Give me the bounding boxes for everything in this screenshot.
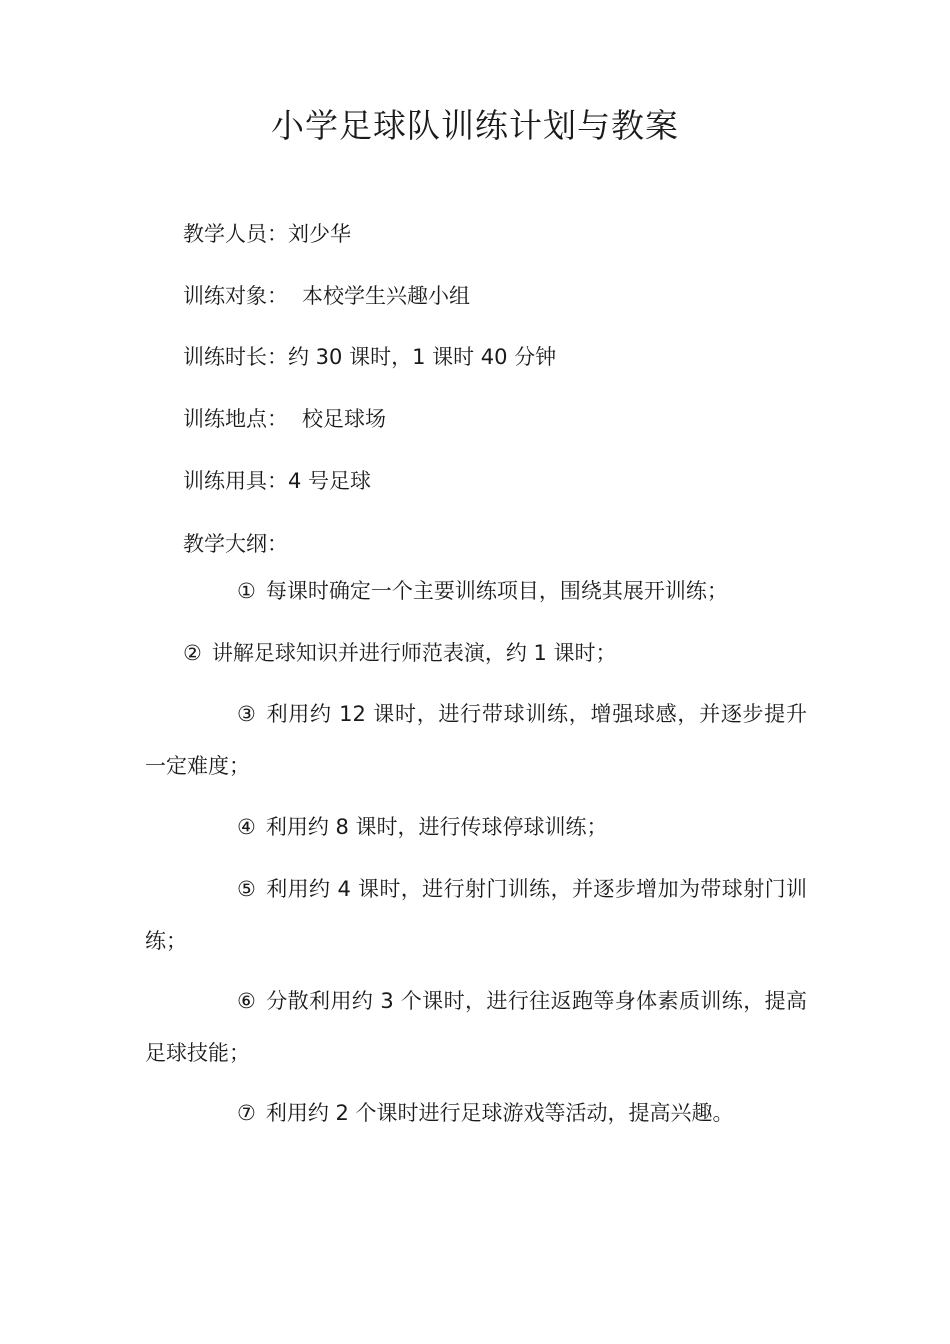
info-equipment xyxy=(183,466,371,496)
outline-item xyxy=(145,565,807,617)
info-outline-heading xyxy=(183,529,288,559)
info-value: 刘少华 xyxy=(288,222,351,246)
info-target xyxy=(183,281,470,311)
item-text: 分散利用约 3 个课时，进行往返跑等身体素质训练，提高足球技能； xyxy=(145,989,807,1065)
info-location xyxy=(183,404,386,434)
info-label: 训练对象： xyxy=(183,284,288,308)
info-value: 本校学生兴趣小组 xyxy=(302,284,470,308)
item-number: ④ xyxy=(237,815,256,839)
info-duration xyxy=(183,342,556,372)
info-label: 教学人员： xyxy=(183,222,288,246)
outline-item xyxy=(145,801,807,853)
page-title: 小学足球队训练计划与教案 xyxy=(271,106,679,145)
item-text: 利用约 12 课时，进行带球训练，增强球感，并逐步提升一定难度； xyxy=(145,702,808,778)
item-number: ⑦ xyxy=(237,1101,256,1125)
item-text: 利用约 4 课时，进行射门训练，并逐步增加为带球射门训练； xyxy=(145,877,807,953)
info-value: 约 30 课时，1 课时 40 分钟 xyxy=(288,345,557,369)
info-label: 训练用具： xyxy=(183,469,288,493)
info-label: 训练时长： xyxy=(183,345,288,369)
info-label: 教学大纲： xyxy=(183,532,288,556)
outline-item xyxy=(145,1087,807,1139)
item-number: ⑤ xyxy=(237,877,257,901)
info-value: 4 号足球 xyxy=(288,469,372,493)
item-number: ⑥ xyxy=(237,989,257,1013)
info-label: 训练地点： xyxy=(183,407,288,431)
item-number: ① xyxy=(237,579,256,603)
outline-item xyxy=(145,688,807,792)
item-number: ③ xyxy=(237,702,257,726)
info-value: 校足球场 xyxy=(302,407,386,431)
item-number: ② xyxy=(183,641,202,665)
item-text: 讲解足球知识并进行师范表演，约 1 课时； xyxy=(211,641,617,665)
item-text: 利用约 8 课时，进行传球停球训练； xyxy=(265,815,608,839)
item-text: 每课时确定一个主要训练项目，围绕其展开训练； xyxy=(265,579,728,603)
info-teacher xyxy=(183,219,351,249)
outline-item xyxy=(145,975,807,1079)
item-text: 利用约 2 个课时进行足球游戏等活动，提高兴趣。 xyxy=(265,1101,734,1125)
outline-item xyxy=(145,627,807,679)
outline-item xyxy=(145,863,807,967)
